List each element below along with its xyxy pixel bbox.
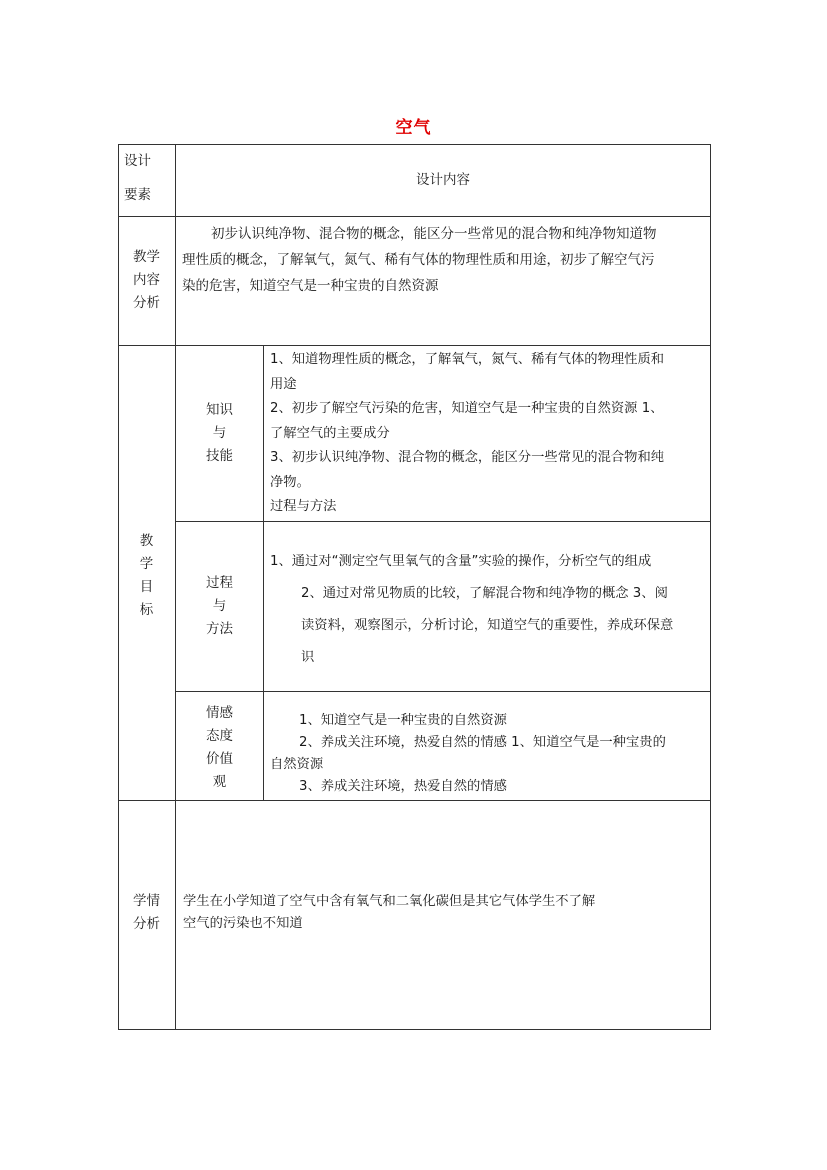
sub-column-divider <box>263 345 264 801</box>
table-border-right <box>710 144 711 1030</box>
student-analysis-label: 学情 分析 <box>133 893 160 932</box>
document-title: 空气 <box>395 118 432 138</box>
emotion-label: 情感 态度 价值 观 <box>206 705 233 790</box>
process-text: 1、通过对“测定空气里氧气的含量”实验的操作，分析空气的组成 2、通过对常见物质的比较，了解混合物和纯净物的概念 3、阅 读资料，观察图示，分析讨论，知道空气的重要性，养成环保意 识 <box>270 554 674 665</box>
row-divider-2 <box>118 345 711 346</box>
table-border-top <box>118 144 711 145</box>
student-analysis-text: 学生在小学知道了空气中含有氧气和二氧化碳但是其它气体学生不了解 空气的污染也不知道 <box>183 894 596 931</box>
process-label: 过程 与 方法 <box>206 575 233 637</box>
row-divider-1 <box>118 216 711 217</box>
knowledge-label: 知识 与 技能 <box>206 402 233 464</box>
header-label-line2: 要素 <box>124 187 151 203</box>
content-analysis-text: 初步认识纯净物、混合物的概念，能区分一些常见的混合物和纯净物知道物 理性质的概念，了解氧气，氮气、稀有气体的物理性质和用途，初步了解空气污 染的危害，知道空气是一种宝贵的自然资源 <box>182 226 657 294</box>
header-content: 设计内容 <box>416 172 470 188</box>
row-divider-3 <box>118 800 711 801</box>
emotion-text: 1、知道空气是一种宝贵的自然资源 2、养成关注环境，热爱自然的情感 1、知道空气是一种宝贵的 自然资源 3、养成关注环境，热爱自然的情感 <box>270 713 666 794</box>
sub-row-divider-2 <box>175 691 711 692</box>
table-border-bottom <box>118 1029 711 1030</box>
knowledge-text: 1、知道物理性质的概念，了解氧气，氮气、稀有气体的物理性质和 用途 2、初步了解空气污染的危害，知道空气是一种宝贵的自然资源 1、 了解空气的主要成分 3、初步认识纯净物、混合物的概念，能区分一些常见的混合物和纯 净物。 过程与方法 <box>270 352 665 514</box>
header-label <box>124 150 174 207</box>
sub-row-divider-1 <box>175 521 711 522</box>
objectives-label: 教 学 目 标 <box>139 533 154 618</box>
content-analysis-label: 教学 内容 分析 <box>133 249 160 311</box>
header-label-line1: 设计 <box>124 153 151 169</box>
